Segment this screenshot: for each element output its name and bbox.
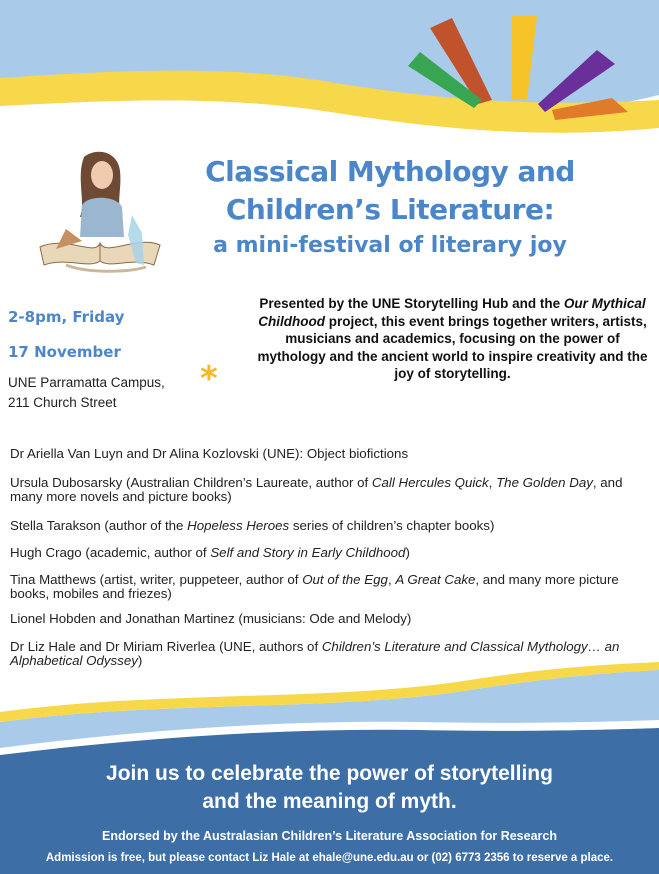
venue-line-1: UNE Parramatta Campus, — [8, 375, 165, 390]
speaker-item: Dr Ariella Van Luyn and Dr Alina Kozlovski (UNE): Object biofictions — [10, 446, 409, 461]
event-date: 17 November — [8, 343, 121, 361]
speaker-item: Stella Tarakson (author of the Hopeless Heroes series of children’s chapter books) — [10, 518, 495, 533]
event-time: 2-8pm, Friday — [8, 308, 125, 326]
presented-text: Presented by the UNE Storytelling Hub and the — [259, 296, 564, 311]
cta-line-1: Join us to celebrate the power of storytelling — [106, 762, 553, 785]
cta-line-2: and the meaning of myth. — [202, 790, 457, 813]
call-to-action — [0, 760, 659, 816]
title-line-2: Children’s Literature: — [225, 193, 555, 226]
presented-text-cont: project, this event brings together writers, artists, musicians and academics, focusing on the power of mythology and the ancient world to inspire creativity and the joy of storytelling. — [257, 313, 648, 381]
endorsement-text: Endorsed by the Australasian Children’s Literature Association for Research — [102, 829, 557, 843]
presented-by-paragraph — [255, 295, 650, 383]
subtitle: a mini-festival of literary joy — [213, 233, 567, 258]
asterisk-icon: * — [200, 359, 218, 399]
project-name: Our Mythical Childhood — [258, 296, 646, 329]
speaker-item: Tina Matthews (artist, writer, puppeteer, author of Out of the Egg, A Great Cake, and many more picture books, mobiles and friezes) — [10, 572, 619, 601]
speaker-item: Dr Liz Hale and Dr Miriam Riverlea (UNE, authors of Children’s Literature and Classical Mythology… an Alphabetical Odyssey) — [10, 639, 620, 668]
speaker-item: Lionel Hobden and Jonathan Martinez (musicians: Ode and Melody) — [10, 611, 412, 626]
venue-line-2: 211 Church Street — [8, 395, 117, 410]
speaker-item: Ursula Dubosarsky (Australian Children’s Laureate, author of Call Hercules Quick, The Golden Day, and many more novels and picture books) — [10, 475, 623, 504]
title-line-1: Classical Mythology and — [205, 155, 575, 188]
speaker-item: Hugh Crago (academic, author of Self and Story in Early Childhood) — [10, 545, 410, 560]
girl-reading-book-icon — [36, 145, 166, 275]
admission-text: Admission is free, but please contact Liz Hale at ehale@une.edu.au or (02) 6773 2356 to reserve a place. — [45, 852, 614, 864]
header-wave-decoration — [0, 0, 659, 150]
